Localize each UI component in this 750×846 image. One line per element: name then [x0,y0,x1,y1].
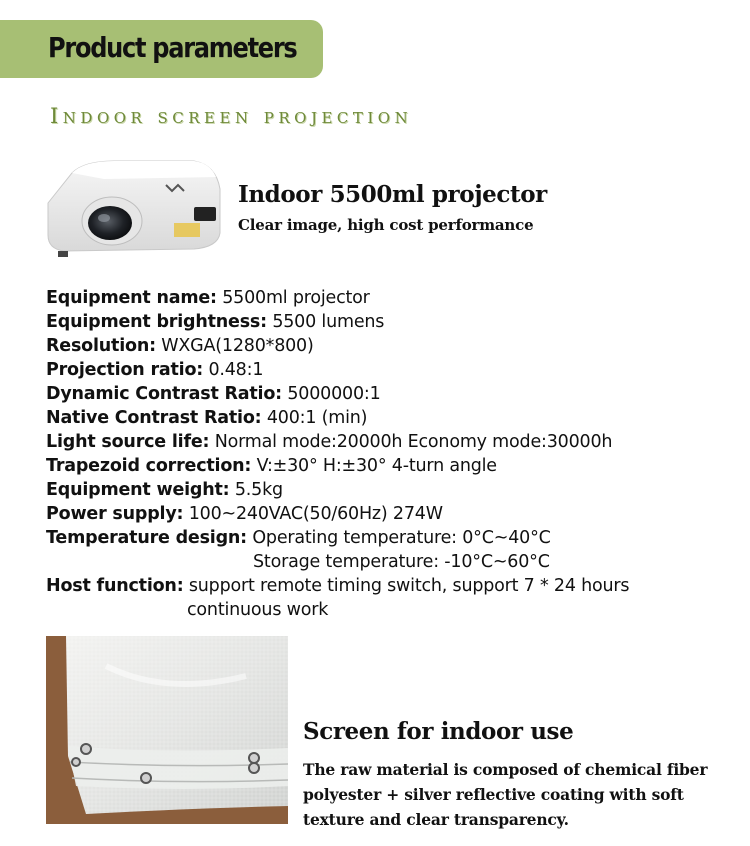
spec-row [46,406,726,430]
spec-row [46,286,726,310]
spec-value: 5000000:1 [281,384,381,404]
spec-list [46,286,726,622]
spec-label: Resolution: [46,336,156,356]
spec-label: Power supply: [46,504,184,524]
spec-label: Projection ratio: [46,360,204,380]
spec-label: Dynamic Contrast Ratio: [46,384,282,404]
screen-description [303,757,723,832]
spec-row [46,454,726,478]
projector-subheading: Clear image, high cost performance [238,216,534,234]
spec-row [46,358,726,382]
spec-value: V:±30° H:±30° 4-turn angle [251,456,497,476]
screen-description-line: texture and clear transparency. [303,810,569,829]
screen-heading: Screen for indoor use [303,718,574,745]
spec-value: Operating temperature: 0°C~40°C [246,528,551,548]
spec-label: Light source life: [46,432,210,452]
spec-row [46,574,726,598]
spec-value: 5500 lumens [266,312,385,332]
spec-value: 0.48:1 [203,360,264,380]
spec-label: Equipment weight: [46,480,230,500]
spec-value: WXGA(1280*800) [155,336,314,356]
screen-description-line: The raw material is composed of chemical fiber [303,760,708,779]
spec-value: Normal mode:20000h Economy mode:30000h [209,432,613,452]
spec-row [46,310,726,334]
spec-continuation: Storage temperature: -10°C~60°C [253,552,550,572]
spec-value: 5500ml projector [216,288,370,308]
spec-row [46,502,726,526]
spec-continuation: continuous work [187,600,329,620]
section-title: Indoor screen projection [50,104,413,128]
spec-label: Temperature design: [46,528,247,548]
spec-value: 400:1 (min) [261,408,368,428]
spec-value: 100~240VAC(50/60Hz) 274W [183,504,443,524]
banner-title: Product parameters [48,31,297,64]
spec-row [46,478,726,502]
screen-description-line: polyester + silver reflective coating with soft [303,785,684,804]
projector-heading: Indoor 5500ml projector [238,181,547,208]
spec-row [46,334,726,358]
spec-row [46,382,726,406]
spec-label: Native Contrast Ratio: [46,408,262,428]
spec-row [46,526,726,550]
spec-label: Trapezoid correction: [46,456,252,476]
spec-value: support remote timing switch, support 7 * 24 hours [183,576,630,596]
spec-label: Equipment name: [46,288,217,308]
screen-fabric-image [46,636,288,824]
spec-label: Equipment brightness: [46,312,267,332]
spec-value: 5.5kg [229,480,283,500]
projector-image [44,155,224,263]
spec-row [46,430,726,454]
spec-label: Host function: [46,576,184,596]
